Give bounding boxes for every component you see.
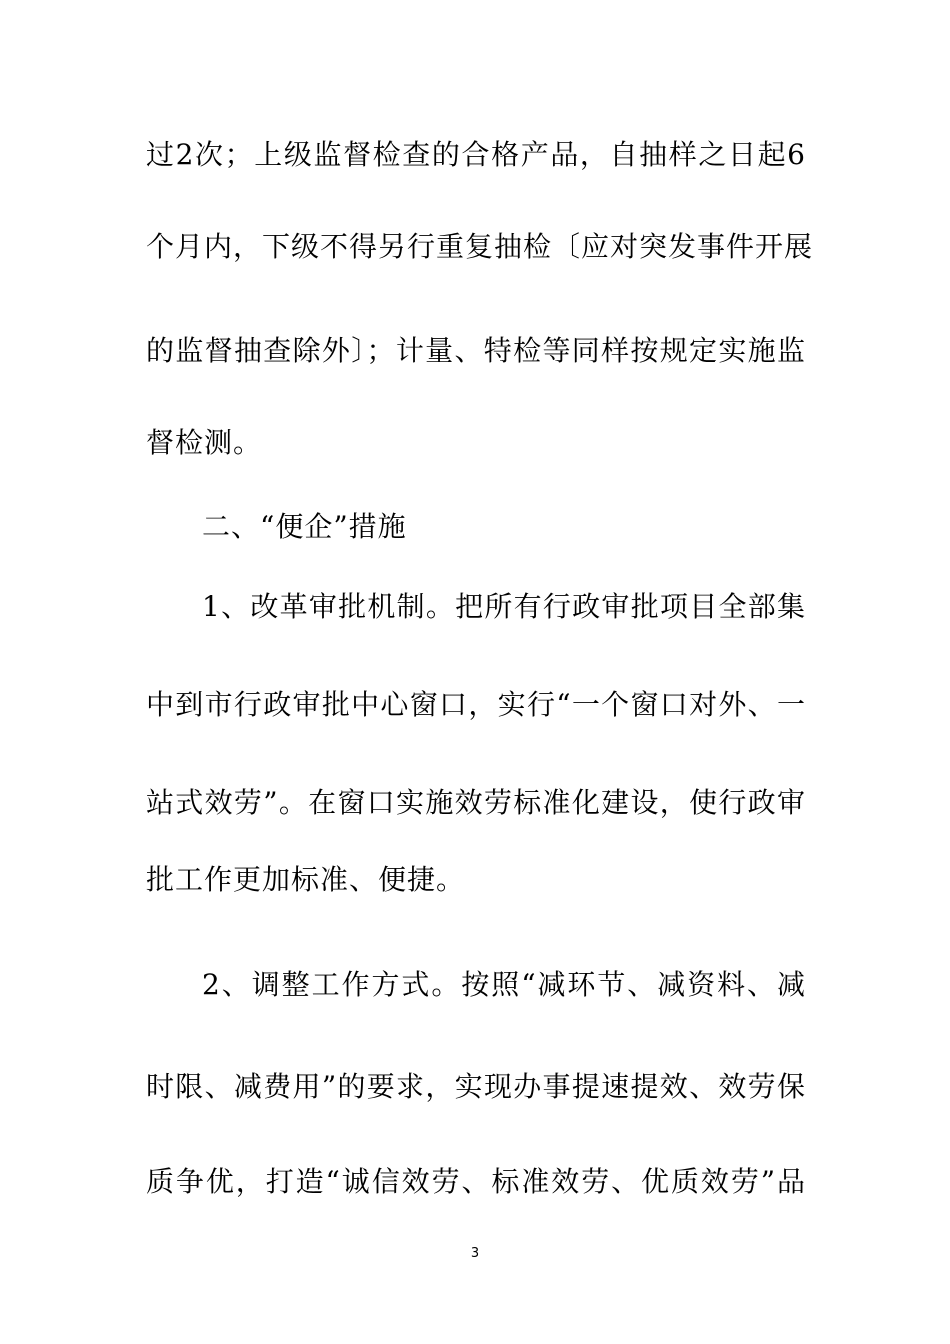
paragraph-line: 批工作更加标准、便捷。 [146,863,466,896]
section-heading: 二、“便企”措施 [202,510,407,543]
paragraph-line: 中到市行政审批中心窗口，实行“一个窗口对外、一 [146,688,806,721]
paragraph-line: 1、改革审批机制。把所有行政审批项目全部集 [202,590,806,623]
page-number: 3 [470,1246,480,1261]
paragraph-line: 督检测。 [146,426,263,459]
paragraph-line: 站式效劳”。在窗口实施效劳标准化建设，使行政审 [146,786,806,819]
paragraph-line: 个月内，下级不得另行重复抽检〔应对突发事件开展 [146,230,814,263]
paragraph-line: 的监督抽查除外〕；计量、特检等同样按规定实施监 [146,334,806,367]
paragraph-line: 质争优，打造“诚信效劳、标准效劳、优质效劳”品 [146,1165,806,1198]
paragraph-line: 过2次；上级监督检查的合格产品，自抽样之日起6 [146,138,806,171]
paragraph-line: 2、调整工作方式。按照“减环节、减资料、减 [202,968,806,1001]
paragraph-line: 时限、减费用”的要求，实现办事提速提效、效劳保 [146,1070,806,1103]
